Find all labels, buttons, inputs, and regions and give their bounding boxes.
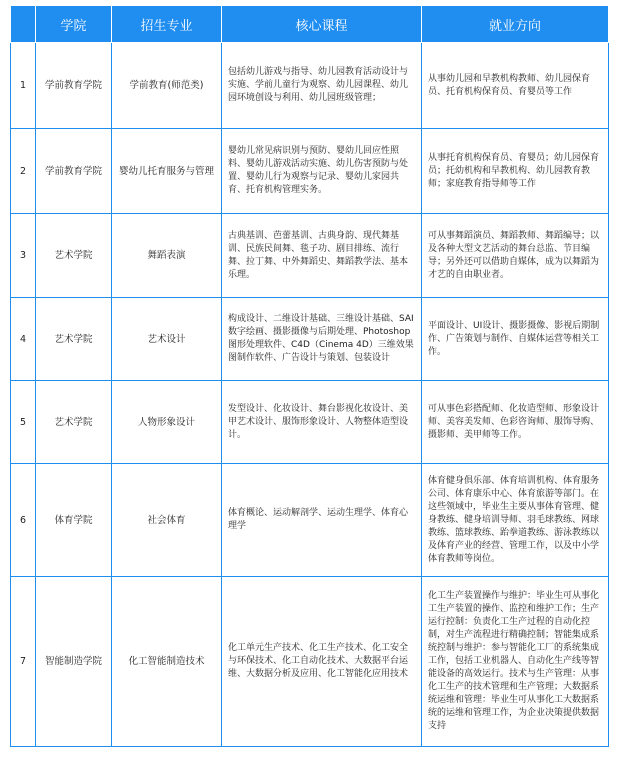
header-courses: 核心课程 bbox=[222, 6, 422, 43]
college-cell: 体育学院 bbox=[36, 464, 112, 577]
careers-cell: 从事托育机构保育员、育婴员；幼儿园保育员；托幼机构和早教机构、幼儿园教育教师；家庭教育指导师等工作 bbox=[422, 129, 609, 214]
row-number: 1 bbox=[11, 43, 36, 129]
major-cell: 艺术设计 bbox=[112, 298, 222, 381]
header-careers: 就业方向 bbox=[422, 6, 609, 43]
major-cell: 社会体育 bbox=[112, 464, 222, 577]
courses-cell: 包括幼儿游戏与指导、幼儿园教育活动设计与实施、学前儿童行为观察、幼儿园课程、幼儿园环境创设与利用、幼儿园班级管理； bbox=[222, 43, 422, 129]
program-table-container bbox=[10, 5, 608, 747]
careers-cell: 平面设计、UI设计、摄影摄像、影视后期制作、广告策划与制作、自媒体运营等相关工作。 bbox=[422, 298, 609, 381]
row-number: 3 bbox=[11, 214, 36, 298]
courses-cell: 化工单元生产技术、化工生产技术、化工安全与环保技术、化工自动化技术、大数据平台运维、大数据分析及应用、化工智能化应用技术 bbox=[222, 577, 422, 747]
careers-cell: 可从事舞蹈演员、舞蹈教师、舞蹈编导；以及各种大型文艺活动的舞台总监、节目编导；另外还可以借助自媒体，成为以舞蹈为才艺的自由职业者。 bbox=[422, 214, 609, 298]
header-college: 学院 bbox=[36, 6, 112, 43]
major-cell: 婴幼儿托育服务与管理 bbox=[112, 129, 222, 214]
row-number: 2 bbox=[11, 129, 36, 214]
major-cell: 化工智能制造技术 bbox=[112, 577, 222, 747]
row-number: 5 bbox=[11, 381, 36, 464]
courses-cell: 古典基训、芭蕾基训、古典身韵、现代舞基训、民族民间舞、毯子功、剧目排练、流行舞、拉丁舞、中外舞蹈史、舞蹈教学法、基本乐理。 bbox=[222, 214, 422, 298]
table-row bbox=[11, 129, 609, 214]
college-cell: 艺术学院 bbox=[36, 298, 112, 381]
college-cell: 艺术学院 bbox=[36, 214, 112, 298]
courses-cell: 构成设计、二维设计基础、三维设计基础、SAI数字绘画、摄影摄像与后期处理、Photoshop图形处理软件、C4D（Cinema 4D）三维效果图制作软件、广告设计与策划、包装设计 bbox=[222, 298, 422, 381]
major-cell: 学前教育(师范类) bbox=[112, 43, 222, 129]
careers-cell: 化工生产装置操作与维护：毕业生可从事化工生产装置的操作、监控和维护工作；生产运行控制：负责化工生产过程的自动化控制，对生产流程进行精确控制；智能集成系统控制与维护：参与智能化工厂的系统集成工作，包括工业机器人、自动化生产线等智能设备的高效运行。技术与生产管理：从事化工生产的技术管理和生产管理；大数据系统运维和管理：毕业生可从事化工大数据系统的运维和管理工作，为企业决策提供数据支持 bbox=[422, 577, 609, 747]
careers-cell: 从事幼儿园和早教机构教师、幼儿园保育员、托育机构保育员、育婴员等工作 bbox=[422, 43, 609, 129]
major-cell: 人物形象设计 bbox=[112, 381, 222, 464]
careers-cell: 体育健身俱乐部、体育培训机构、体育服务公司、体育康乐中心、体育旅游等部门。在这些领域中，毕业生主要从事体育管理、健身教练、健身培训导师、羽毛球教练、网球教练、篮球教练、跆拳道教练、游泳教练以及体育产业的经营、管理工作，以及中小学体育教师等岗位。 bbox=[422, 464, 609, 577]
program-table bbox=[10, 5, 609, 747]
table-row bbox=[11, 43, 609, 129]
table-row bbox=[11, 464, 609, 577]
table-row bbox=[11, 381, 609, 464]
courses-cell: 发型设计、化妆设计、舞台影视化妆设计、美甲艺术设计、服饰形象设计、人物整体造型设计。 bbox=[222, 381, 422, 464]
college-cell: 学前教育学院 bbox=[36, 129, 112, 214]
header-index bbox=[11, 6, 36, 43]
row-number: 6 bbox=[11, 464, 36, 577]
table-row bbox=[11, 298, 609, 381]
row-number: 4 bbox=[11, 298, 36, 381]
courses-cell: 体育概论、运动解剖学、运动生理学、体育心理学 bbox=[222, 464, 422, 577]
major-cell: 舞蹈表演 bbox=[112, 214, 222, 298]
table-row bbox=[11, 577, 609, 747]
college-cell: 智能制造学院 bbox=[36, 577, 112, 747]
courses-cell: 婴幼儿常见病识别与预防、婴幼儿回应性照料、婴幼儿游戏活动实施、幼儿伤害预防与处置、婴幼儿行为观察与记录、婴幼儿家园共育、托育机构管理实务。 bbox=[222, 129, 422, 214]
row-number: 7 bbox=[11, 577, 36, 747]
table-row bbox=[11, 214, 609, 298]
header-major: 招生专业 bbox=[112, 6, 222, 43]
college-cell: 学前教育学院 bbox=[36, 43, 112, 129]
college-cell: 艺术学院 bbox=[36, 381, 112, 464]
careers-cell: 可从事色彩搭配师、化妆造型师、形象设计师、美容美发师、色彩咨询师、服饰导购、摄影师、美甲师等工作。 bbox=[422, 381, 609, 464]
table-header-row bbox=[11, 6, 609, 43]
